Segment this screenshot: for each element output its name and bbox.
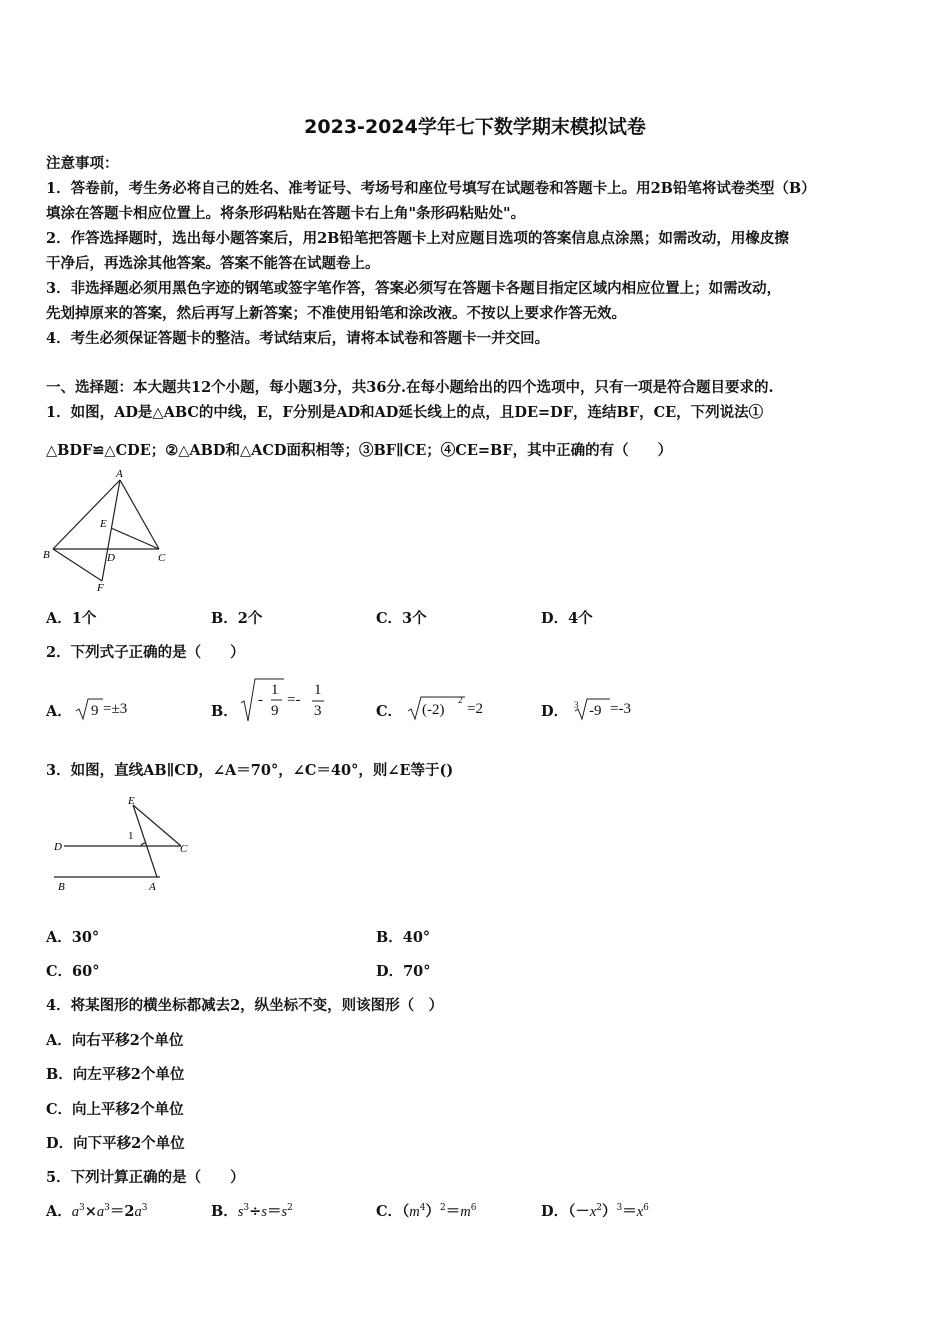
q1-option-d[interactable]: D．4个 <box>541 610 593 627</box>
label-d: D <box>54 841 62 853</box>
page-title: 2023-2024学年七下数学期末模拟试卷 <box>304 116 646 138</box>
q3-option-c[interactable]: C．60° <box>46 963 100 980</box>
notice-line: 3．非选择题必须用黑色字迹的钢笔或签字笔作答，答案必须写在答题卡各题目指定区域内相应位置上；如需改动， <box>46 280 782 297</box>
segment-bf <box>53 549 102 581</box>
q5-letter-b: B． <box>211 1203 238 1220</box>
q2-letter-c: C． <box>376 703 403 720</box>
label-f: F <box>97 582 104 594</box>
q1-stem-line2: △BDF≌△CDE；②△ABD和△ACD面积相等；③BF∥CE；④CE=BF，其中正确的有（ ） <box>46 442 673 459</box>
q1-option-b[interactable]: B．2个 <box>211 610 263 627</box>
q3-option-a[interactable]: A．30° <box>46 929 100 946</box>
q2-b-rhs-denominator: 3 <box>314 703 322 719</box>
q2-b-minus: - <box>258 692 263 708</box>
q2-option-a[interactable] <box>46 676 176 726</box>
label-c: C <box>180 843 188 855</box>
label-a: A <box>116 468 123 480</box>
q2-c-exponent: 2 <box>458 695 463 705</box>
q5-stem: 5．下列计算正确的是（ ） <box>46 1169 245 1186</box>
notice-line: 填涂在答题卡相应位置上。将条形码粘贴在答题卡右上角"条形码粘贴处"。 <box>46 205 526 222</box>
label-d: D <box>107 552 115 564</box>
label-b: B <box>58 881 65 893</box>
q3-option-d[interactable]: D．70° <box>376 963 431 980</box>
fraction-bar <box>312 700 324 702</box>
q2-option-b[interactable] <box>211 676 341 726</box>
q5-letter-c: C． <box>376 1203 403 1220</box>
q2-b-rhs-numerator: 1 <box>314 682 322 698</box>
q4-option-a[interactable]: A．向右平移2个单位 <box>46 1032 184 1049</box>
notice-line: 1．答卷前，考生务必将自己的姓名、准考证号、考场号和座位号填写在试题卷和答题卡上。用2B铅笔将试卷类型（B） <box>46 180 816 197</box>
label-angle-1: 1 <box>128 830 134 842</box>
q2-c-radicand: (-2) <box>422 702 445 718</box>
q2-a-rhs: =±3 <box>103 701 128 717</box>
q3-stem: 3．如图，直线AB∥CD，∠A＝70°，∠C＝40°，则∠E等于() <box>46 762 454 779</box>
radical-icon <box>74 696 104 722</box>
q5-letter-d: D． <box>541 1203 569 1220</box>
q1-triangle-figure <box>40 466 175 594</box>
q2-b-numerator: 1 <box>271 682 279 698</box>
notice-line: 4．考生必须保证答题卡的整洁。考试结束后，请将本试卷和答题卡一并交回。 <box>46 330 550 347</box>
q5-letter-a: A． <box>46 1203 72 1220</box>
segment-ec <box>111 528 159 549</box>
q2-b-equals: =- <box>287 692 301 708</box>
q4-option-d[interactable]: D．向下平移2个单位 <box>46 1135 185 1152</box>
q2-option-d[interactable] <box>541 676 681 726</box>
q5-option-b[interactable]: B．$s^3\div s=s^2$ <box>211 1203 293 1220</box>
notice-heading: 注意事项： <box>46 155 119 172</box>
q1-option-c[interactable]: C．3个 <box>376 610 427 627</box>
q2-stem: 2．下列式子正确的是（ ） <box>46 644 245 661</box>
q2-d-index: 3 <box>574 700 579 710</box>
notice-line: 2．作答选择题时，选出每小题答案后，用2B铅笔把答题卡上对应题目选项的答案信息点涂黑；如需改动，用橡皮擦 <box>46 230 789 247</box>
label-b: B <box>43 549 50 561</box>
q3-parallel-lines-figure <box>48 790 198 898</box>
q5-option-c[interactable]: C．$(m^4)^2=m^6$ <box>376 1203 477 1220</box>
q2-letter-d: D． <box>541 703 569 720</box>
q2-c-rhs: =2 <box>467 701 483 717</box>
q4-option-b[interactable]: B．向左平移2个单位 <box>46 1066 185 1083</box>
q2-a-radicand: 9 <box>91 703 99 719</box>
q2-d-rhs: =-3 <box>610 701 631 717</box>
q3-option-b[interactable]: B．40° <box>376 929 431 946</box>
notice-line: 干净后，再选涂其他答案。答案不能答在试题卷上。 <box>46 255 380 272</box>
label-e: E <box>100 518 107 530</box>
q2-letter-a: A． <box>46 703 72 720</box>
q2-option-c[interactable] <box>376 676 516 726</box>
segment-ac <box>120 480 159 549</box>
q5-option-a[interactable]: A．$a^3\times a^3=2a^3$ <box>46 1203 148 1220</box>
q1-stem-line1: 1．如图，AD是△ABC的中线，E，F分别是AD和AD延长线上的点，且DE=DF，连结BF，CE，下列说法① <box>46 404 764 421</box>
label-e: E <box>128 795 135 807</box>
q2-d-radicand: -9 <box>589 703 602 719</box>
q2-letter-b: B． <box>211 703 238 720</box>
q5-option-d[interactable]: D．$(-x^2)^3=x^6$ <box>541 1203 649 1220</box>
q1-option-a[interactable]: A．1个 <box>46 610 97 627</box>
label-c: C <box>158 552 166 564</box>
section-heading: 一、选择题：本大题共12个小题，每小题3分，共36分.在每小题给出的四个选项中，只有一项是符合题目要求的. <box>46 379 774 396</box>
q4-stem: 4．将某图形的横坐标都减去2，纵坐标不变，则该图形（ ） <box>46 997 444 1014</box>
label-a: A <box>149 881 156 893</box>
q4-option-c[interactable]: C．向上平移2个单位 <box>46 1101 184 1118</box>
notice-line: 先划掉原来的答案，然后再写上新答案；不准使用铅笔和涂改液。不按以上要求作答无效。 <box>46 305 626 322</box>
q2-b-denominator: 9 <box>271 703 279 719</box>
